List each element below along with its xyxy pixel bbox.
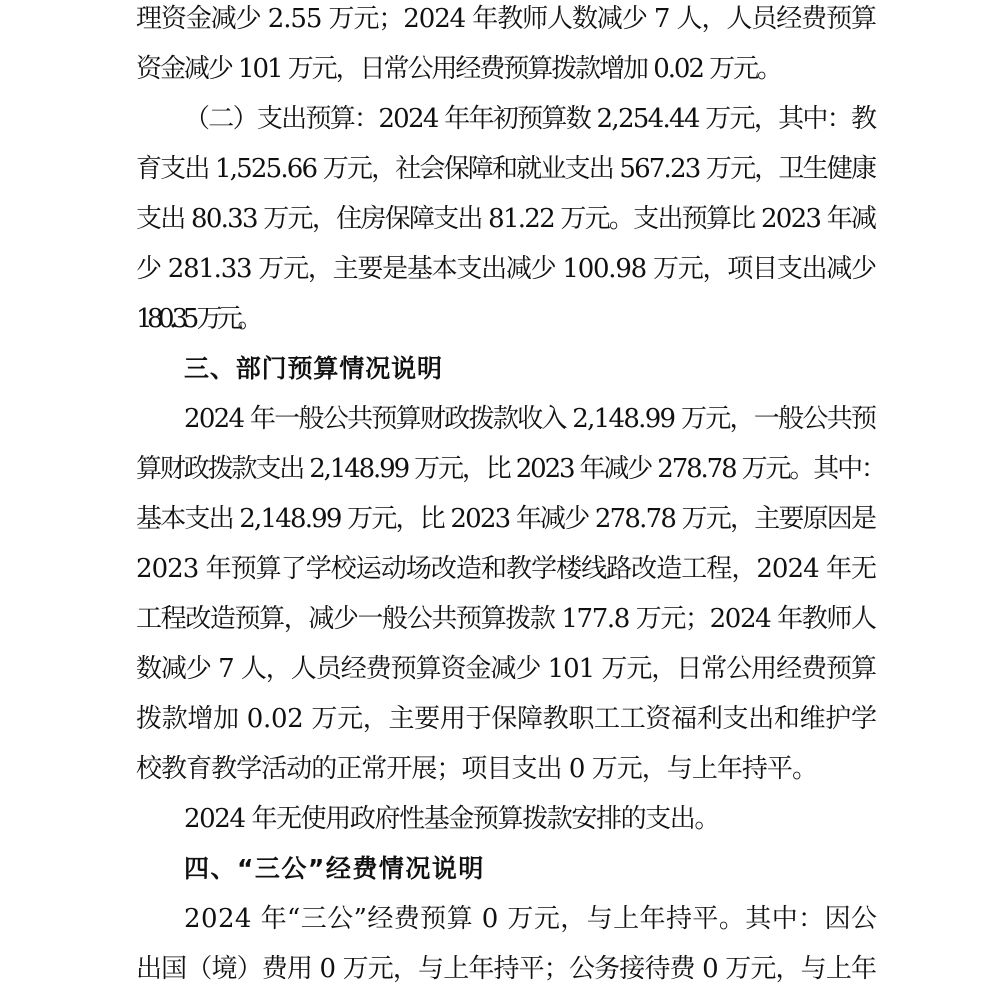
line-text: 出国（境）费用 0 万元，与上年持平；公务接待费 0 万元，与上年 [136,954,877,984]
paragraph-line [136,544,1000,594]
paragraph-line [136,744,1000,794]
heading-text: 三、部门预算情况说明 [184,354,443,383]
line-text: 支出 80.33 万元，住房保障支出 81.22 万元。支出预算比 2023 年减 [136,204,876,234]
line-text: 2024 年“三公”经费预算 0 万元，与上年持平。其中：因公 [184,904,878,934]
paragraph-line [136,694,1000,744]
paragraph-line [184,94,1000,144]
paragraph-line [136,594,1000,644]
line-text: 算财政拨款支出 2,148.99 万元，比 2023 年减少 278.78 万元。其中： [136,454,885,484]
paragraph-line [184,894,1000,944]
line-text: 校教育教学活动的正常开展；项目支出 0 万元，与上年持平。 [136,754,817,784]
line-text: （二）支出预算：2024 年年初预算数 2,254.44 万元，其中：教 [184,104,876,134]
section-heading [184,844,1000,894]
line-text: 拨款增加 0.02 万元，主要用于保障教职工工资福利支出和维护学 [136,704,877,734]
line-text: 2023 年预算了学校运动场改造和教学楼线路改造工程，2024 年无 [136,554,877,584]
line-text: 2024 年无使用政府性基金预算拨款安排的支出。 [184,804,719,834]
line-text: 理资金减少 2.55 万元；2024 年教师人数减少 7 人，人员经费预算 [136,4,876,34]
paragraph-line [136,194,1000,244]
line-text: 基本支出 2,148.99 万元，比 2023 年减少 278.78 万元，主要原因是 [136,504,876,534]
line-text: 少 281.33 万元，主要是基本支出减少 100.98 万元，项目支出减少 [136,254,876,284]
paragraph-line [136,294,1000,344]
paragraph-line [136,44,1000,94]
heading-text: 四、“三公”经费情况说明 [184,854,485,883]
line-text: 数减少 7 人，人员经费预算资金减少 101 万元，日常公用经费预算 [136,654,876,684]
paragraph-line [184,794,1000,844]
line-text: 资金减少 101 万元，日常公用经费预算拨款增加 0.02 万元。 [136,54,781,84]
paragraph-line [136,494,1000,544]
section-heading [184,344,1000,394]
paragraph-line [136,144,1000,194]
line-text: 2024 年一般公共预算财政拨款收入 2,148.99 万元，一般公共预 [184,404,876,434]
paragraph-line [136,644,1000,694]
paragraph-line [136,444,1000,494]
paragraph-line [184,394,1000,444]
paragraph-line [136,244,1000,294]
line-text: 工程改造预算，减少一般公共预算拨款 177.8 万元；2024 年教师人 [136,604,876,634]
paragraph-line [136,944,1000,994]
paragraph-line [136,0,1000,44]
line-text: 育支出 1,525.66 万元，社会保障和就业支出 567.23 万元，卫生健康 [136,154,876,184]
line-text: 180.35 万元。 [136,304,258,334]
